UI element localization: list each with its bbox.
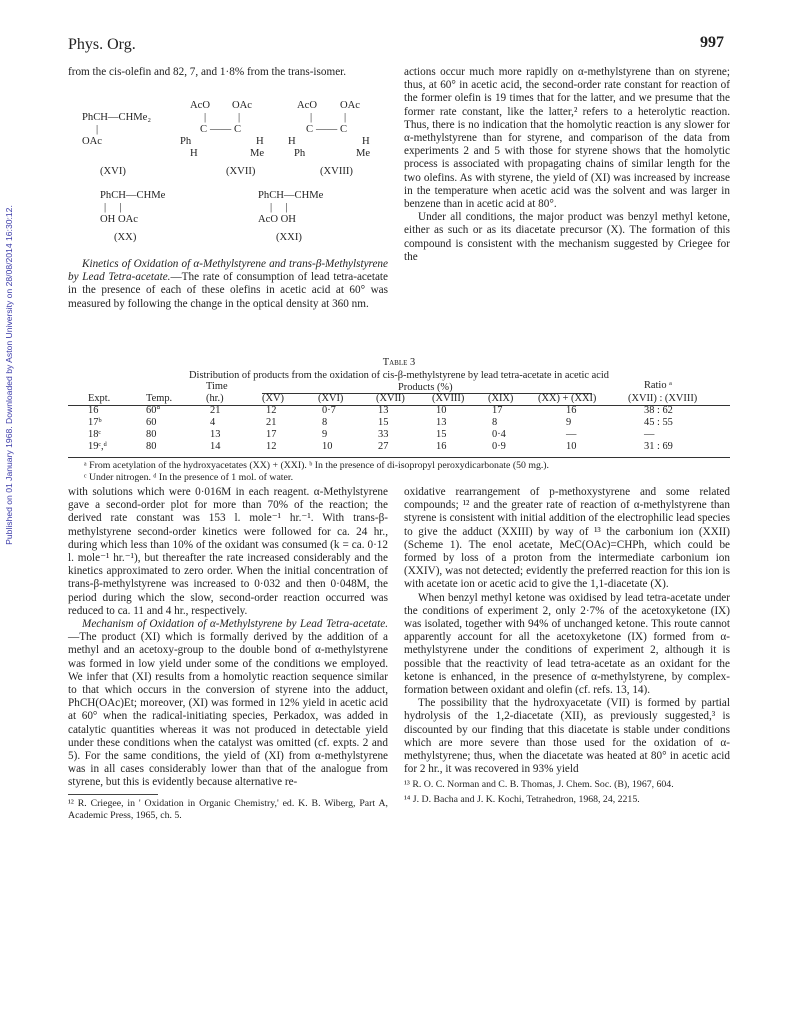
sidebar-note-text: Published on 01 January 1968. Downloaded by Aston University on 28/08/2014 16:30:12. bbox=[4, 205, 14, 545]
structure-xxi-label: (XXI) bbox=[276, 232, 302, 243]
col-xviii: (XVIII) bbox=[432, 393, 465, 404]
mechanism-body: —The product (XI) which is formally derived by the addition of a methyl and an acetoxy-group to the double bond of α-methylstyrene was formed in low yield under some of the conditions we employed. We infer that (XI) results from a homolytic reaction sequence similar to that which occurs in the conversion of styrene into the adduct, PhCH(OAc)Et; moreover, (XI) was formed in 12% yield in acetic acid at 60° when the radical-initiating species, Perkadox, was added in catalytic quantities whereas it was not produced in detectable yield under these conditions when the catalyst was omitted (cf. expts. 2 and 5). For the same conditions, the yield of (XI) from α-methylstyrene was in all cases considerably lower than that of the analogue from styrene, but this is evidently because alternative re- bbox=[68, 631, 388, 789]
paragraph-kinetics-results: with solutions which were 0·016M in each reagent. α-Methylstyrene gave a second-order plot for more than 70% of the reaction; the derived rate constant was 153 l. mole⁻¹ hr.⁻¹. With trans-β-methylstyrene second-order kinetics were followed for ca. 24 hr., during which less than 10% of the oxidant was consumed (k = ca. 0·12 l. mole⁻¹ hr.⁻¹), but thereafter the rate increased considerably and the kinetics approximated to zero order. When the initial concentration of trans-β-methylstyrene was increased to 0·032 and then 0·048M, the period during which the slow, second-order reaction occurred was reduced to ca. 11 and 4 hr., respectively. bbox=[68, 486, 388, 617]
structure-xvii-label: (XVII) bbox=[226, 166, 256, 177]
table-cell: 12 bbox=[266, 441, 277, 452]
products-header: Products (%) bbox=[398, 382, 453, 393]
paragraph-hydroxyacetate: The possibility that the hydroxyacetate (VII) is formed by partial hydrolysis of the 1,2-diacetate (XII), as previously suggested,³ is discounted by our finding that this diacetate is stable under conditions which are more severe than those used for the oxidation of α-methylstyrene; thus, when the diacetate was heated at 80° in acetic acid for 2 hr., it was recovered in 93% yield bbox=[404, 697, 730, 776]
table-cell: 10 bbox=[322, 441, 333, 452]
structure-xviii-aco: AcO bbox=[297, 100, 318, 111]
table-cell: 17 bbox=[492, 405, 503, 416]
table-cell: 18ᶜ bbox=[88, 429, 102, 440]
sidebar-publication-note[interactable] bbox=[2, 110, 16, 640]
header-rule bbox=[68, 405, 730, 406]
structure-xvii-me: Me bbox=[250, 148, 265, 159]
table-cell: 80 bbox=[146, 429, 157, 440]
paragraph-benzyl-methyl-ketone: When benzyl methyl ketone was oxidised by lead tetra-acetate under the conditions of experiment 2, only 2·7% of the acetoxyketone (IX) was isolated, together with 94% of unchanged ketone. This route cannot apparently account for all the acetoxyketone (IX) formed from α-methylstyrene under the conditions of experiment 2, although it is possible that the reactivity of lead tetra-acetate as an oxidant for the ketone is enhanced, in the presence of α-methylstyrene, by complex-formation between oxidant and olefin (cf. refs. 13, 14). bbox=[404, 591, 730, 697]
structure-xxi-formula: PhCH—CHMe bbox=[258, 190, 324, 201]
table-label: Table 3 bbox=[382, 357, 416, 368]
table-cell: 17 bbox=[266, 429, 277, 440]
structure-xviii-c1: C bbox=[306, 124, 314, 135]
table-cell: 10 bbox=[566, 441, 577, 452]
paragraph-mechanism bbox=[68, 618, 388, 790]
col-xv: (XV) bbox=[262, 393, 284, 404]
structure-xviii-ph: Ph bbox=[294, 148, 306, 159]
table-cell: 0·9 bbox=[492, 441, 506, 452]
left-column-top bbox=[68, 66, 388, 79]
col-time-a: Time bbox=[206, 381, 228, 392]
table-cell: 0·7 bbox=[322, 405, 336, 416]
table-cell: 14 bbox=[210, 441, 221, 452]
table-cell: — bbox=[566, 429, 577, 440]
reference-12: ¹² R. Criegee, in ' Oxidation in Organic Chemistry,' ed. K. B. Wiberg, Part A, Academic Press, 1965, ch. 5. bbox=[68, 797, 388, 821]
structure-xviii-h: H bbox=[288, 136, 296, 147]
structure-xvi-formula: PhCH—CHMe₂ bbox=[82, 112, 152, 123]
structure-xviii-label: (XVIII) bbox=[320, 166, 353, 177]
table-cell: 9 bbox=[566, 417, 572, 428]
structure-xvii-h: H bbox=[256, 136, 264, 147]
table-footnote-2: ᶜ Under nitrogen. ᵈ In the presence of 1 mol. of water. bbox=[84, 472, 294, 483]
structure-xviii-me: Me bbox=[356, 148, 371, 159]
kinetics-heading: Kinetics of Oxidation of α-Methylstyrene and trans-β-Methylstyrene by Lead Tetra-acetate. bbox=[68, 258, 388, 284]
table-cell: 21 bbox=[266, 417, 277, 428]
structure-xxi-subs: AcO OH bbox=[258, 214, 296, 225]
table-cell: 17ᵇ bbox=[88, 417, 102, 428]
table-cell: 16 bbox=[436, 441, 447, 452]
col-temp: Temp. bbox=[146, 393, 173, 404]
table-cell: 60 bbox=[146, 417, 157, 428]
table-cell: 13 bbox=[378, 405, 389, 416]
col-xvii: (XVII) bbox=[376, 393, 405, 404]
table-cell: 4 bbox=[210, 417, 216, 428]
structure-xviii-c2: C bbox=[340, 124, 348, 135]
col-expt: Expt. bbox=[88, 393, 111, 404]
col-xix: (XIX) bbox=[488, 393, 514, 404]
mechanism-heading: Mechanism of Oxidation of α-Methylstyrene by Lead Tetra-acetate. bbox=[82, 618, 388, 631]
right-column-bottom bbox=[404, 486, 730, 806]
left-column-bottom bbox=[68, 486, 388, 822]
table-cell: 9 bbox=[322, 429, 328, 440]
table-cell: 13 bbox=[436, 417, 447, 428]
paragraph-kinetics bbox=[68, 258, 388, 311]
table-cell: 27 bbox=[378, 441, 389, 452]
table-cell: 16 bbox=[88, 405, 99, 416]
structure-xvii-c2: C bbox=[234, 124, 242, 135]
table-cell: 15 bbox=[436, 429, 447, 440]
structure-xvii-h2: H bbox=[190, 148, 198, 159]
table-footnote-1: ᵃ From acetylation of the hydroxyacetates (XX) + (XXI). ᵇ In the presence of di-isopropyl peroxydicarbonate (50 mg.). bbox=[84, 460, 550, 471]
table-cell: 21 bbox=[210, 405, 221, 416]
structure-xvii-oac: OAc bbox=[232, 100, 253, 111]
table-cell: 0·4 bbox=[492, 429, 506, 440]
table-cell: 19ᶜ,ᵈ bbox=[88, 441, 107, 452]
page-number: 997 bbox=[700, 34, 724, 51]
table-cell: 60° bbox=[146, 405, 161, 416]
paragraph-relative-rates: actions occur much more rapidly on α-methylstyrene than on styrene; thus, at 60° in acetic acid, the second-order rate constant for reaction of the former olefin is 19 times that for the latter, and we presume that the former rate constant, like the latter,² refers to a heterolytic reaction. Thus, there is no indication that the homolytic reaction is any slower for α-methylstyrene than for styrene, and comparison of the data from experiments 2 and 5 with those for styrene shows that the homolytic process is associated with propagating chains of similar length for the two olefins. As with styrene, the yield of (XI) was increased by increase in the temperature when acetic acid was the solvent and was larger in benzene than in acetic acid at 80°. bbox=[404, 66, 730, 211]
structure-xviii-h2: H bbox=[362, 136, 370, 147]
table-cell: 15 bbox=[378, 417, 389, 428]
structure-xvi-label: (XVI) bbox=[100, 166, 126, 177]
table-cell: 13 bbox=[210, 429, 221, 440]
table-cell: 8 bbox=[322, 417, 328, 428]
paragraph-isomer-yields: from the cis-olefin and 82, 7, and 1·8% from the trans-isomer. bbox=[68, 66, 347, 78]
structure-xvi-oac: OAc bbox=[82, 136, 103, 147]
col-time-b: (hr.) bbox=[206, 393, 224, 404]
structure-xvii-ph: Ph bbox=[180, 136, 192, 147]
right-column-top bbox=[404, 66, 730, 264]
structure-xx-formula: PhCH—CHMe bbox=[100, 190, 166, 201]
structure-xx-subs: OH OAc bbox=[100, 214, 138, 225]
journal-section-header: Phys. Org. bbox=[68, 36, 136, 53]
table-cell: 16 bbox=[566, 405, 577, 416]
col-ratio-a: Ratio ᵃ bbox=[644, 380, 672, 391]
table-cell: 31 : 69 bbox=[644, 441, 673, 452]
table-cell: 12 bbox=[266, 405, 277, 416]
structure-xviii-oac: OAc bbox=[340, 100, 361, 111]
table-cell: 33 bbox=[378, 429, 389, 440]
structure-xvii-aco: AcO bbox=[190, 100, 211, 111]
col-xvi: (XVI) bbox=[318, 393, 344, 404]
kinetics-section bbox=[68, 258, 388, 311]
reference-13: ¹³ R. O. C. Norman and C. B. Thomas, J. Chem. Soc. (B), 1967, 604. bbox=[404, 779, 674, 791]
footnote-rule bbox=[68, 794, 158, 795]
table-cell: 80 bbox=[146, 441, 157, 452]
paragraph-major-product: Under all conditions, the major product was benzyl methyl ketone, either as such or as its diacetate precursor (X). The formation of this compound is consistent with the mechanism suggested by Criegee for the bbox=[404, 211, 730, 263]
table-bottom-rule bbox=[68, 457, 730, 458]
table-cell: 10 bbox=[436, 405, 447, 416]
col-ratio-b: (XVII) : (XVIII) bbox=[628, 393, 698, 404]
kinetics-body: —The rate of consumption of lead tetra-acetate in the presence of each of these olefins in acetic acid at 60° was measured by following the change in the optical density at 360 nm. bbox=[68, 271, 388, 310]
paragraph-rearrangement: oxidative rearrangement of p-methoxystyrene and some related compounds; ¹² and the greater rate of reaction of α-methylstyrene than styrene is consistent with initial addition of the electrophilic lead species to give the adduct (XXIII) by way of ¹³ the carbonium ion (XXII) (Scheme 1). The enol acetate, MeC(OAc)=CHPh, which could be formed by loss of a proton from the intermediate carbonium ion (XXIV), was not detected; evidently the preferred reaction for this ion is with acetate ion or acetic acid to give the 1,1-diacetate (X). bbox=[404, 486, 730, 591]
structure-xx-label: (XX) bbox=[114, 232, 137, 243]
table-cell: 8 bbox=[492, 417, 498, 428]
col-xx-xxi: (XX) + (XXI) bbox=[538, 393, 597, 404]
table-cell: 38 : 62 bbox=[644, 405, 673, 416]
table-3 bbox=[68, 356, 730, 382]
structure-xvii-c1: C bbox=[200, 124, 208, 135]
table-caption: Distribution of products from the oxidation of cis-β-methylstyrene by lead tetra-acetate in acetic acid bbox=[189, 370, 609, 381]
table-cell: — bbox=[644, 429, 655, 440]
reference-14: ¹⁴ J. D. Bacha and J. K. Kochi, Tetrahedron, 1968, 24, 2215. bbox=[404, 794, 640, 806]
table-cell: 45 : 55 bbox=[644, 417, 673, 428]
